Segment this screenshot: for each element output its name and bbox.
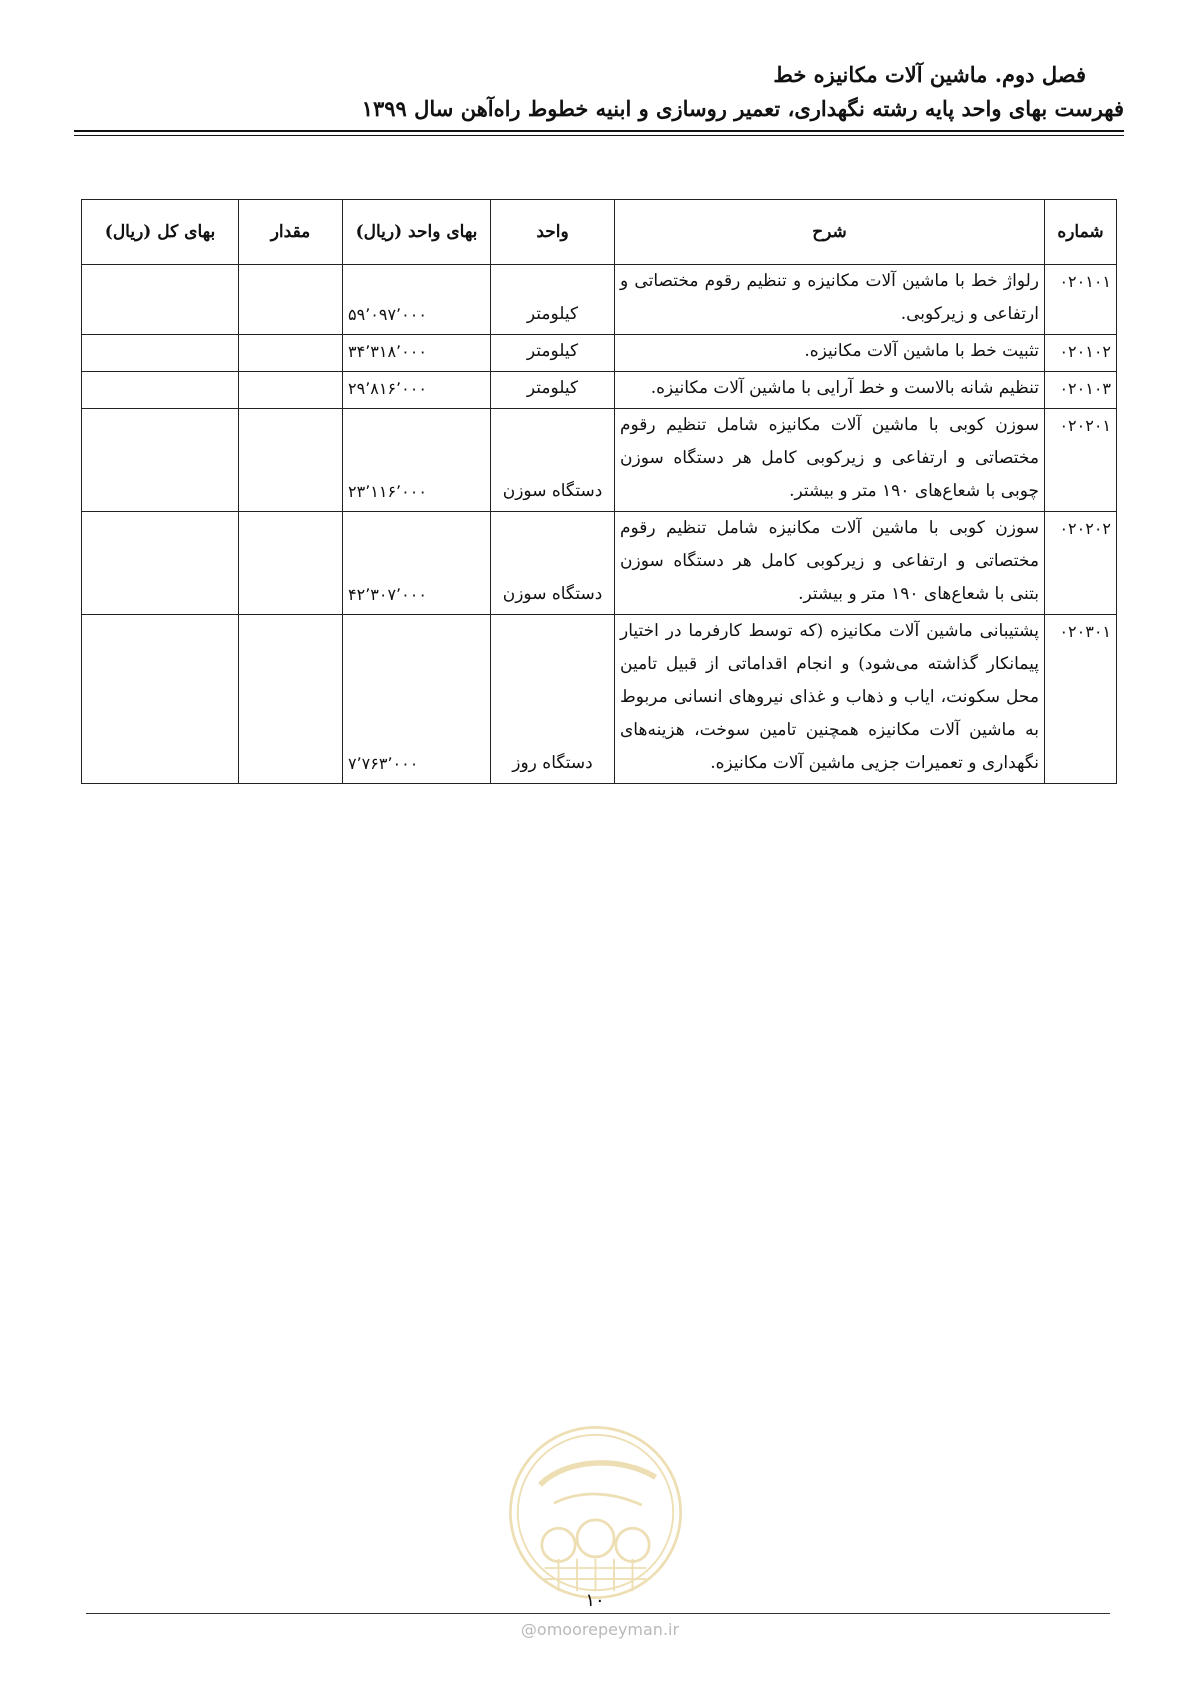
item-unit: کیلومتر — [491, 265, 615, 335]
item-quantity[interactable] — [239, 615, 343, 784]
header-rule-thin — [74, 135, 1124, 136]
table-row — [82, 409, 1117, 512]
header-rule-thick — [74, 130, 1124, 132]
item-quantity[interactable] — [239, 512, 343, 615]
page-header — [74, 60, 1124, 124]
item-code: ۰۲۰۲۰۱ — [1045, 409, 1117, 512]
item-quantity[interactable] — [239, 372, 343, 409]
item-description: تنظیم شانه بالاست و خط آرایی با ماشین آلات مکانیزه. — [615, 372, 1045, 409]
item-total-price — [82, 335, 239, 372]
website-watermark: @omoorepeyman.ir — [520, 1620, 680, 1639]
item-quantity[interactable] — [239, 265, 343, 335]
table-header-row — [82, 200, 1117, 265]
item-quantity[interactable] — [239, 335, 343, 372]
item-total-price — [82, 615, 239, 784]
column-header-code: شماره — [1045, 200, 1117, 265]
item-description: رلواژ خط با ماشین آلات مکانیزه و تنظیم رقوم مختصاتی و ارتفاعی و زیرکوبی. — [615, 265, 1045, 335]
item-unit-price: ۷٬۷۶۳٬۰۰۰ — [343, 615, 491, 784]
table-row — [82, 265, 1117, 335]
item-unit-price: ۳۴٬۳۱۸٬۰۰۰ — [343, 335, 491, 372]
table-row — [82, 512, 1117, 615]
item-code: ۰۲۰۳۰۱ — [1045, 615, 1117, 784]
table-row — [82, 335, 1117, 372]
price-list-table — [81, 199, 1117, 784]
column-header-total-price: بهای کل (ریال) — [82, 200, 239, 265]
item-unit-price: ۴۲٬۳۰۷٬۰۰۰ — [343, 512, 491, 615]
item-total-price — [82, 512, 239, 615]
column-header-description: شرح — [615, 200, 1045, 265]
item-code: ۰۲۰۲۰۲ — [1045, 512, 1117, 615]
item-description: سوزن کوبی با ماشین آلات مکانیزه شامل تنظیم رقوم مختصاتی و ارتفاعی و زیرکوبی کامل هر دستگاه سوزن چوبی با شعاع‌های ۱۹۰ متر و بیشتر. — [615, 409, 1045, 512]
item-unit: کیلومتر — [491, 372, 615, 409]
item-description: تثبیت خط با ماشین آلات مکانیزه. — [615, 335, 1045, 372]
page-number: ۱۰ — [585, 1590, 605, 1611]
column-header-unit-price: بهای واحد (ریال) — [343, 200, 491, 265]
item-unit-price: ۵۹٬۰۹۷٬۰۰۰ — [343, 265, 491, 335]
chapter-title: فصل دوم. ماشین آلات مکانیزه خط — [773, 62, 1086, 87]
document-title: فهرست بهای واحد پایه رشته نگهداری، تعمیر روسازی و ابنیه خطوط راه‌آهن سال ۱۳۹۹ — [361, 96, 1124, 121]
item-unit-price: ۲۳٬۱۱۶٬۰۰۰ — [343, 409, 491, 512]
item-total-price — [82, 265, 239, 335]
item-code: ۰۲۰۱۰۱ — [1045, 265, 1117, 335]
item-code: ۰۲۰۱۰۳ — [1045, 372, 1117, 409]
item-unit: دستگاه سوزن — [491, 512, 615, 615]
item-description: پشتیبانی ماشین آلات مکانیزه (که توسط کارفرما در اختیار پیمانکار گذاشته می‌شود) و انجام اقداماتی از قبیل تامین محل سکونت، ایاب و ذهاب و غذای نیروهای انسانی مربوط به ماشین آلات مکانیزه همچنین تامین سوخت، هزینه‌های نگهداری و تعمیرات جزیی ماشین آلات مکانیزه. — [615, 615, 1045, 784]
column-header-quantity: مقدار — [239, 200, 343, 265]
item-unit: دستگاه روز — [491, 615, 615, 784]
item-total-price — [82, 409, 239, 512]
item-total-price — [82, 372, 239, 409]
item-unit: دستگاه سوزن — [491, 409, 615, 512]
table-row — [82, 372, 1117, 409]
watermark-logo-icon — [503, 1420, 688, 1605]
footer-rule — [86, 1613, 1110, 1614]
item-unit: کیلومتر — [491, 335, 615, 372]
column-header-unit: واحد — [491, 200, 615, 265]
item-code: ۰۲۰۱۰۲ — [1045, 335, 1117, 372]
item-description: سوزن کوبی با ماشین آلات مکانیزه شامل تنظیم رقوم مختصاتی و ارتفاعی و زیرکوبی کامل هر دستگاه سوزن بتنی با شعاع‌های ۱۹۰ متر و بیشتر. — [615, 512, 1045, 615]
table-row — [82, 615, 1117, 784]
item-quantity[interactable] — [239, 409, 343, 512]
item-unit-price: ۲۹٬۸۱۶٬۰۰۰ — [343, 372, 491, 409]
